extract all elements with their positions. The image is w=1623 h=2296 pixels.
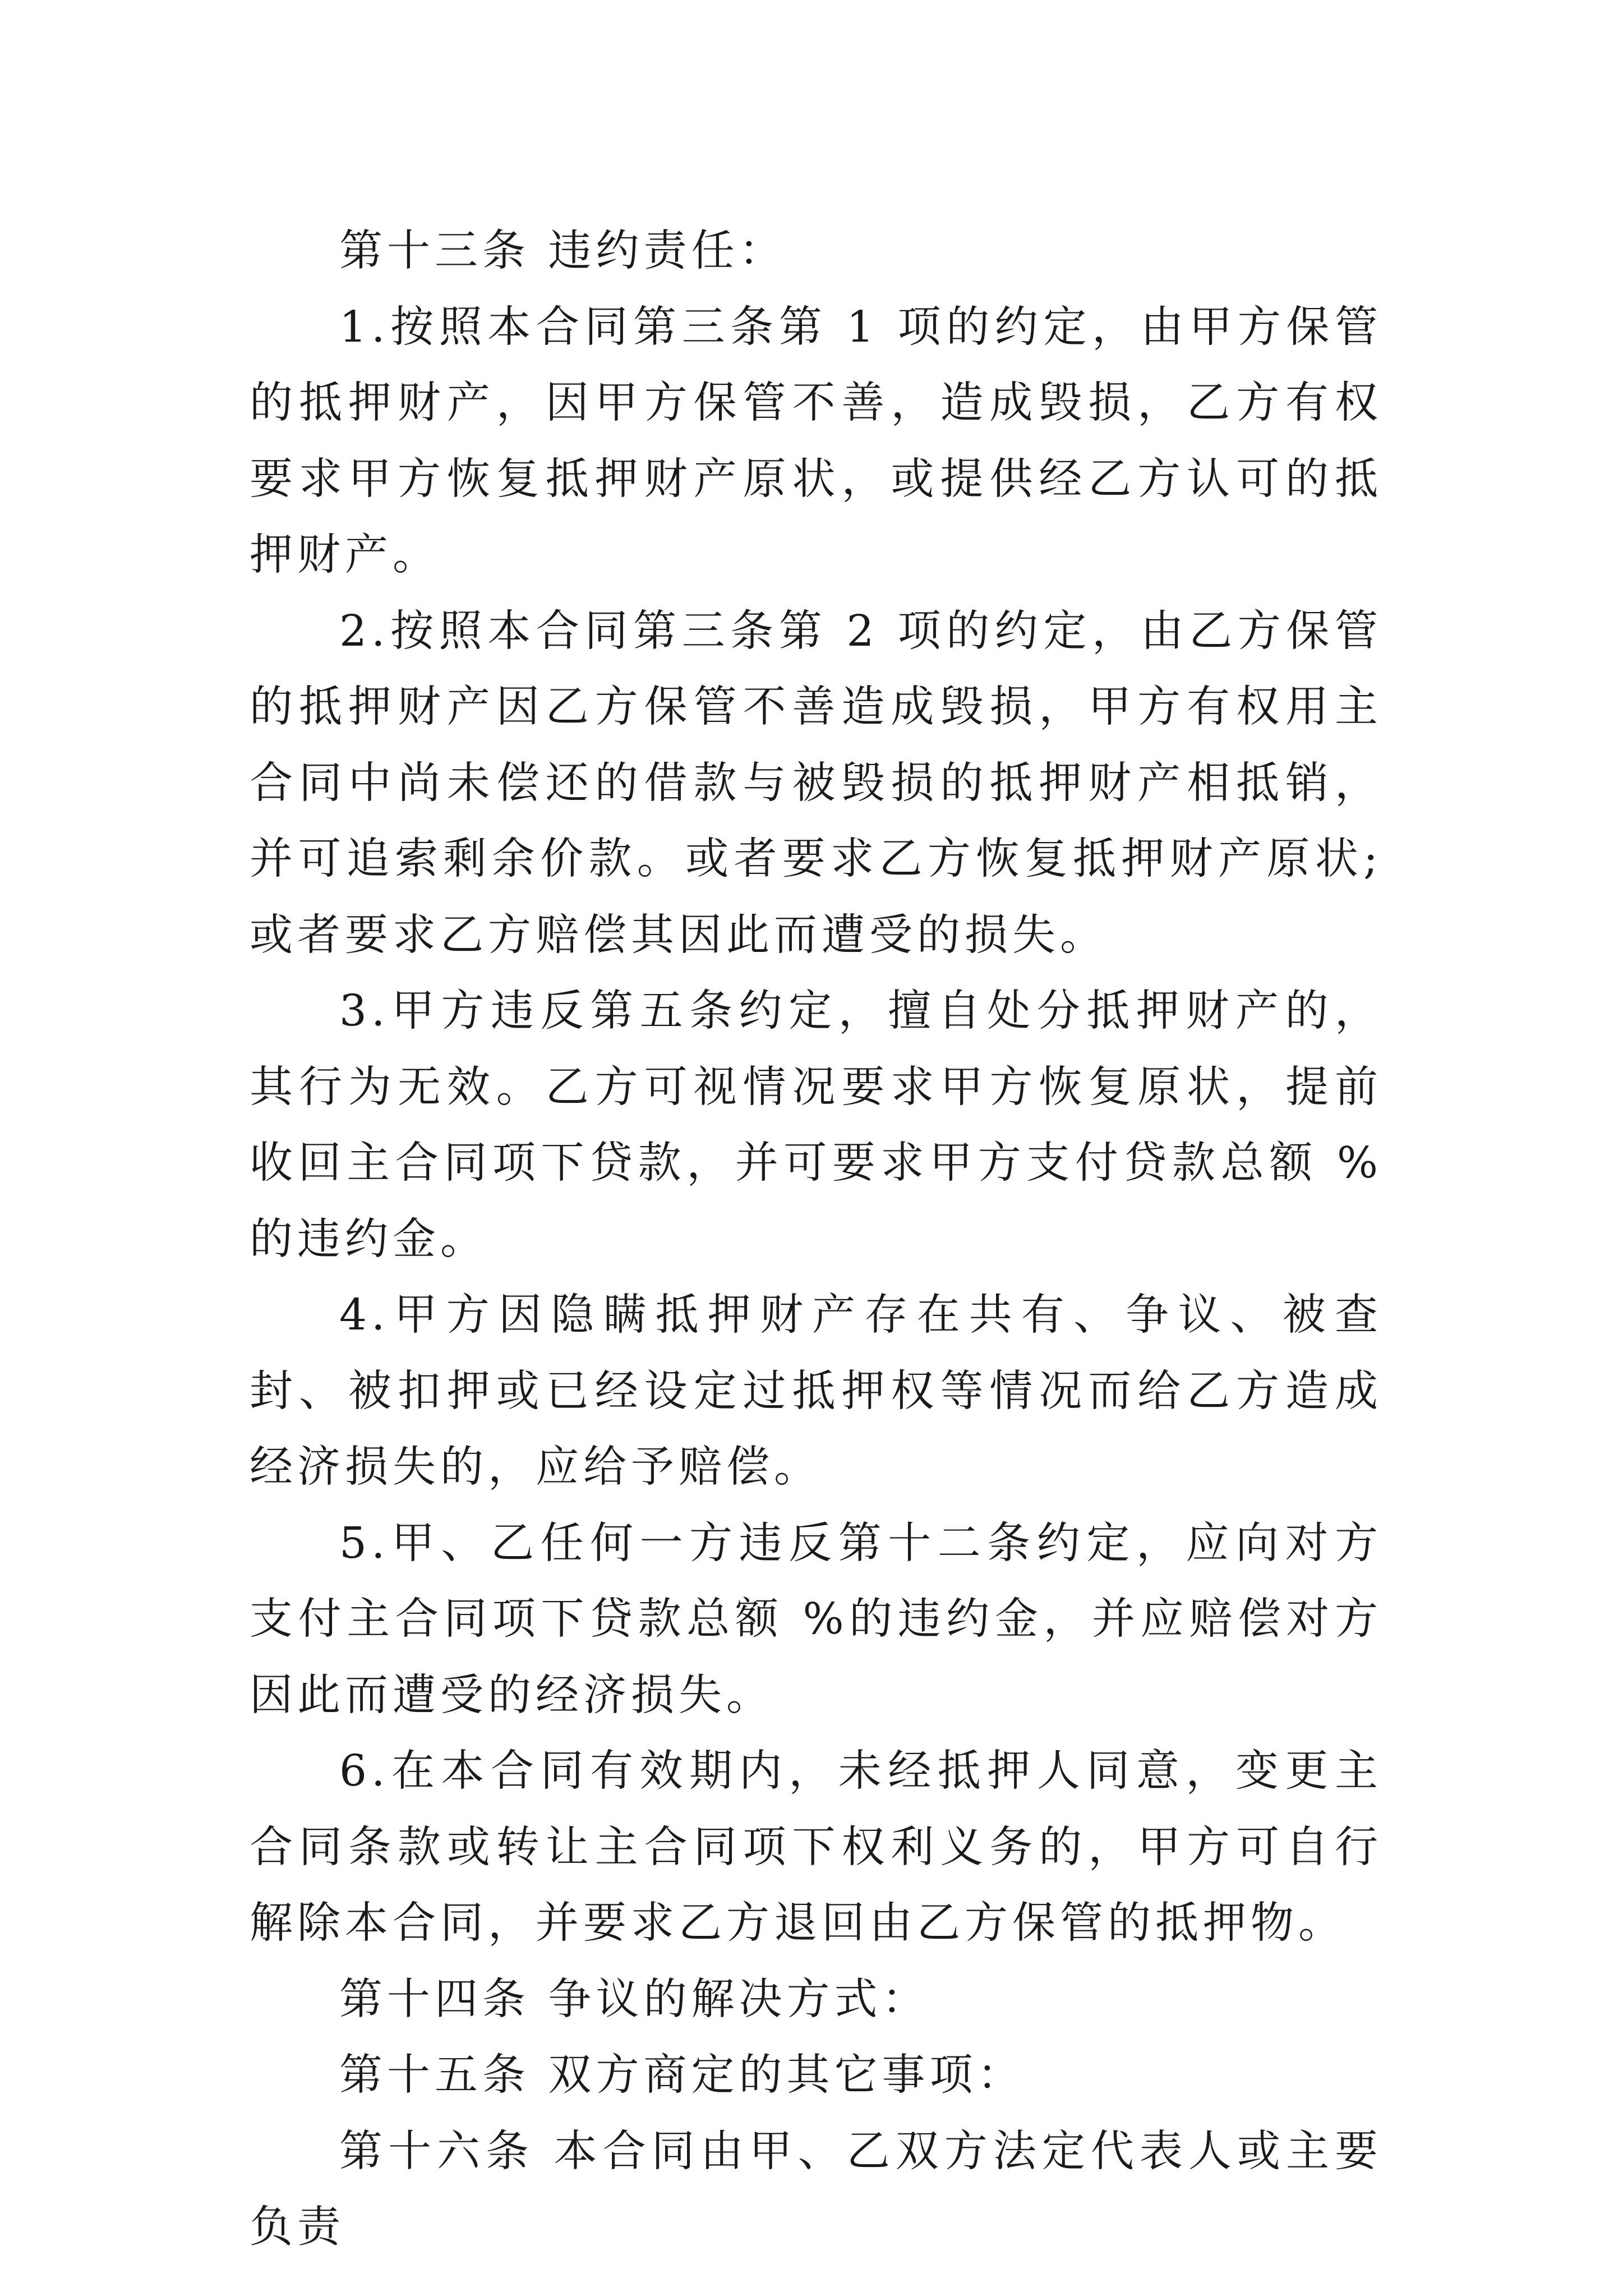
- article-13-heading: 第十三条 违约责任：: [339, 226, 787, 276]
- clause-13-4: 4.甲方因隐瞒抵押财产存在共有、争议、被查封、被扣押或已经设定过抵押权等情况而给乙方造成经济损失的，应给予赔偿。: [250, 1290, 1382, 1492]
- clause-13-1: 1.按照本合同第三条第 1 项的约定，由甲方保管的抵押财产，因甲方保管不善，造成毁损，乙方有权要求甲方恢复抵押财产原状，或提供经乙方认可的抵押财产。: [250, 302, 1382, 580]
- article-15-heading: 第十五条 双方商定的其它事项：: [339, 2050, 1025, 2100]
- clause-13-2: 2.按照本合同第三条第 2 项的约定，由乙方保管的抵押财产因乙方保管不善造成毁损，甲方有权用主合同中尚未偿还的借款与被毁损的抵押财产相抵销，并可追索剩余价款。或者要求乙方恢复抵押财产原状;或者要求乙方赔偿其因此而遭受的损失。: [250, 606, 1382, 960]
- clause-13-5: 5.甲、乙任何一方违反第十二条约定，应向对方支付主合同项下贷款总额 %的违约金，并应赔偿对方因此而遭受的经济损失。: [250, 1518, 1382, 1720]
- clause-13-3: 3.甲方违反第五条约定，擅自处分抵押财产的，其行为无效。乙方可视情况要求甲方恢复原状，提前收回主合同项下贷款，并可要求甲方支付贷款总额 %的违约金。: [250, 986, 1382, 1264]
- article-16-heading: 第十六条 本合同由甲、乙双方法定代表人或主要负责: [250, 2126, 1382, 2252]
- article-14-heading: 第十四条 争议的解决方式：: [339, 1974, 930, 2024]
- clause-13-6: 6.在本合同有效期内，未经抵押人同意，变更主合同条款或转让主合同项下权利义务的，甲方可自行解除本合同，并要求乙方退回由乙方保管的抵押物。: [250, 1746, 1382, 1948]
- document-body: [250, 213, 1382, 2266]
